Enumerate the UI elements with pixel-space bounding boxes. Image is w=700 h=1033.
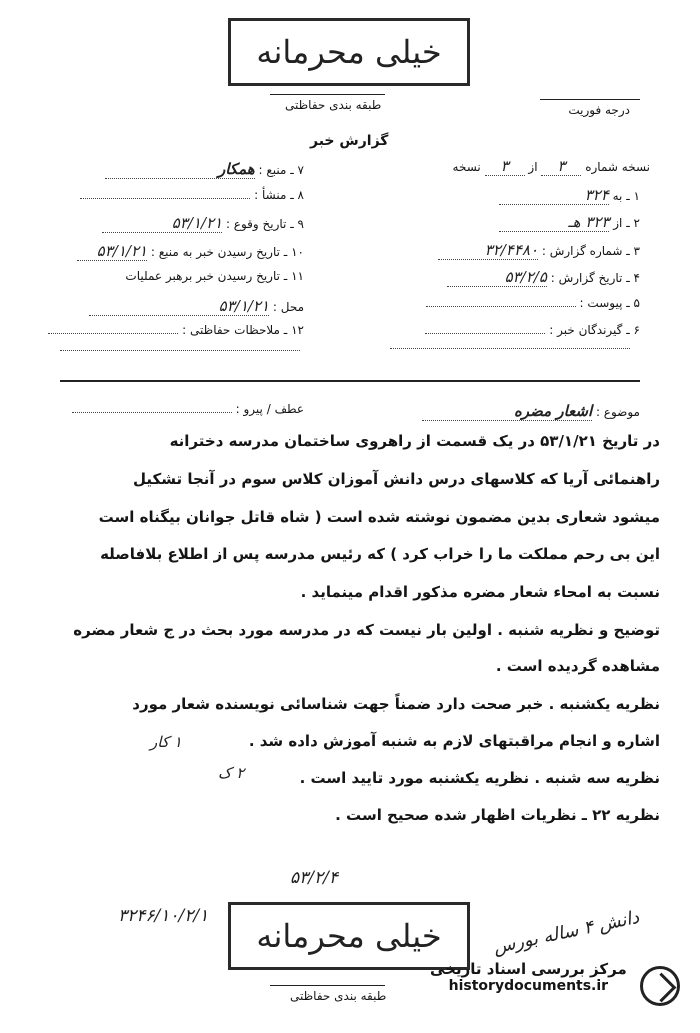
- field-recipients-value: [425, 323, 545, 334]
- field-origin-value: [80, 188, 250, 199]
- report-title: گزارش خبر: [310, 133, 389, 149]
- field-location: محل : ۵۳/۱/۲۱: [89, 297, 304, 316]
- field-origin: ۸ ـ منشأ :: [80, 188, 304, 202]
- body-line: این بی رحم مملکت ما را خراب کرد ) که رئیس مدرسه پس از اطلاع بلافاصله: [100, 545, 660, 563]
- handwritten-signature: دانش ۴ ساله بورس: [491, 906, 642, 959]
- watermark-title: مرکز بررسی اسناد تاریخی: [430, 960, 627, 978]
- body-line: نظریه سه شنبه . نظریه یکشنبه مورد تایید است .: [299, 769, 660, 787]
- field-occurrence-date-value: ۵۳/۱/۲۱: [102, 214, 222, 233]
- field-from: ۲ ـ از ۳۲۳ هـ: [499, 213, 640, 232]
- subject-value: اشعار مضره: [422, 402, 592, 421]
- priority-label: درجه فوریت: [568, 103, 630, 117]
- field-source-received-date-value: ۵۳/۱/۲۱: [77, 242, 147, 261]
- reference-value: [72, 402, 232, 413]
- copy-suffix: نسخه: [452, 160, 481, 174]
- field-source-value: همکار: [105, 160, 255, 179]
- field-recipients-extra-line: [390, 348, 630, 349]
- copy-total-value: ۳: [485, 157, 525, 176]
- subject-label: موضوع :: [595, 405, 640, 419]
- copy-number-value: ۳: [541, 157, 581, 176]
- classification-underline: [270, 94, 385, 95]
- archive-watermark: [430, 960, 627, 994]
- classification-label: طبقه بندی حفاظتی: [285, 98, 382, 112]
- bottom-stamp-text: خیلی محرمانه: [256, 917, 442, 955]
- field-source: ۷ ـ منبع : همکار: [105, 160, 304, 179]
- copy-from-label: از: [528, 160, 538, 174]
- subject-line: [422, 402, 640, 421]
- field-report-number: ۳ ـ شماره گزارش : ۳۲/۴۴۸۰: [438, 241, 640, 260]
- field-occurrence-date: ۹ ـ تاریخ وقوع : ۵۳/۱/۲۱: [102, 214, 304, 233]
- section-divider: [60, 380, 640, 382]
- body-line: راهنمائی آریا که کلاسهای درس دانش آموزان کلاس سوم در آنجا تشکیل: [132, 470, 660, 488]
- field-source-received-date: ۱۰ ـ تاریخ رسیدن خبر به منبع : ۵۳/۱/۲۱: [77, 242, 304, 261]
- copy-number-line: [453, 157, 650, 176]
- priority-underline: [540, 99, 640, 100]
- field-to: ۱ ـ به ۳۲۴: [499, 186, 640, 205]
- bottom-classification-label: طبقه بندی حفاظتی: [290, 989, 387, 1003]
- body-line: در تاریخ ۵۳/۱/۲۱ در یک قسمت از راهروی ساختمان مدرسه دخترانه: [169, 432, 660, 450]
- body-line: میشود شعاری بدین مضمون نوشته شده است ( شاه قاتل جوانان بیگناه است: [98, 508, 660, 526]
- field-report-date-value: ۵۳/۲/۵: [447, 268, 547, 287]
- archive-logo-icon: [640, 966, 680, 1006]
- top-classification-stamp: [228, 18, 470, 86]
- watermark-url: historydocuments.ir: [448, 978, 609, 994]
- field-recipients: ۶ ـ گیرندگان خبر :: [425, 323, 640, 337]
- handwritten-bottom-number: ۳۲۴۶/۱۰/۲/۱: [118, 906, 209, 926]
- field-location-value: ۵۳/۱/۲۱: [89, 297, 269, 316]
- body-line: نظریه ۲۲ ـ نظریات اظهار شده صحیح است .: [335, 806, 660, 824]
- field-security-notes-extra-line: [60, 350, 300, 351]
- handwritten-margin-note: ۲ ک: [218, 764, 245, 782]
- handwritten-bottom-date: ۵۳/۲/۴: [290, 868, 338, 888]
- field-attachment-value: [426, 296, 576, 307]
- field-report-number-value: ۳۲/۴۴۸۰: [438, 241, 538, 260]
- bottom-classification-underline: [270, 985, 385, 986]
- body-line: اشاره و انجام مراقبتهای لازم به شنبه آموزش داده شد .: [248, 732, 660, 750]
- body-line: نظریه یکشنبه . خبر صحت دارد ضمناً جهت شناسائی نویسنده شعار مورد: [132, 695, 660, 713]
- field-from-value: ۳۲۳ هـ: [499, 213, 609, 232]
- field-attachment: ۵ ـ پیوست :: [426, 296, 640, 310]
- field-security-notes: ۱۲ ـ ملاحظات حفاظتی :: [48, 323, 304, 337]
- field-security-notes-value: [48, 323, 178, 334]
- reference-label: عطف / پیرو :: [235, 402, 304, 416]
- handwritten-margin-note: ۱ کار: [150, 733, 182, 751]
- top-stamp-text: خیلی محرمانه: [256, 33, 442, 71]
- field-report-date: ۴ ـ تاریخ گزارش : ۵۳/۲/۵: [447, 268, 640, 287]
- body-line: نسبت به امحاء شعار مضره مذکور اقدام مینماید .: [300, 583, 660, 601]
- reference-line: [72, 402, 304, 416]
- body-line: توضیح و نظریه شنبه . اولین بار نیست که در مدرسه مورد بحث در ج شعار مضره: [73, 621, 660, 639]
- field-to-value: ۳۲۴: [499, 186, 609, 205]
- body-line: مشاهده گردیده است .: [495, 657, 660, 675]
- field-operations-received: ۱۱ ـ تاریخ رسیدن خبر برهبر عملیات: [125, 269, 304, 283]
- copy-number-label: نسخه شماره: [585, 160, 650, 174]
